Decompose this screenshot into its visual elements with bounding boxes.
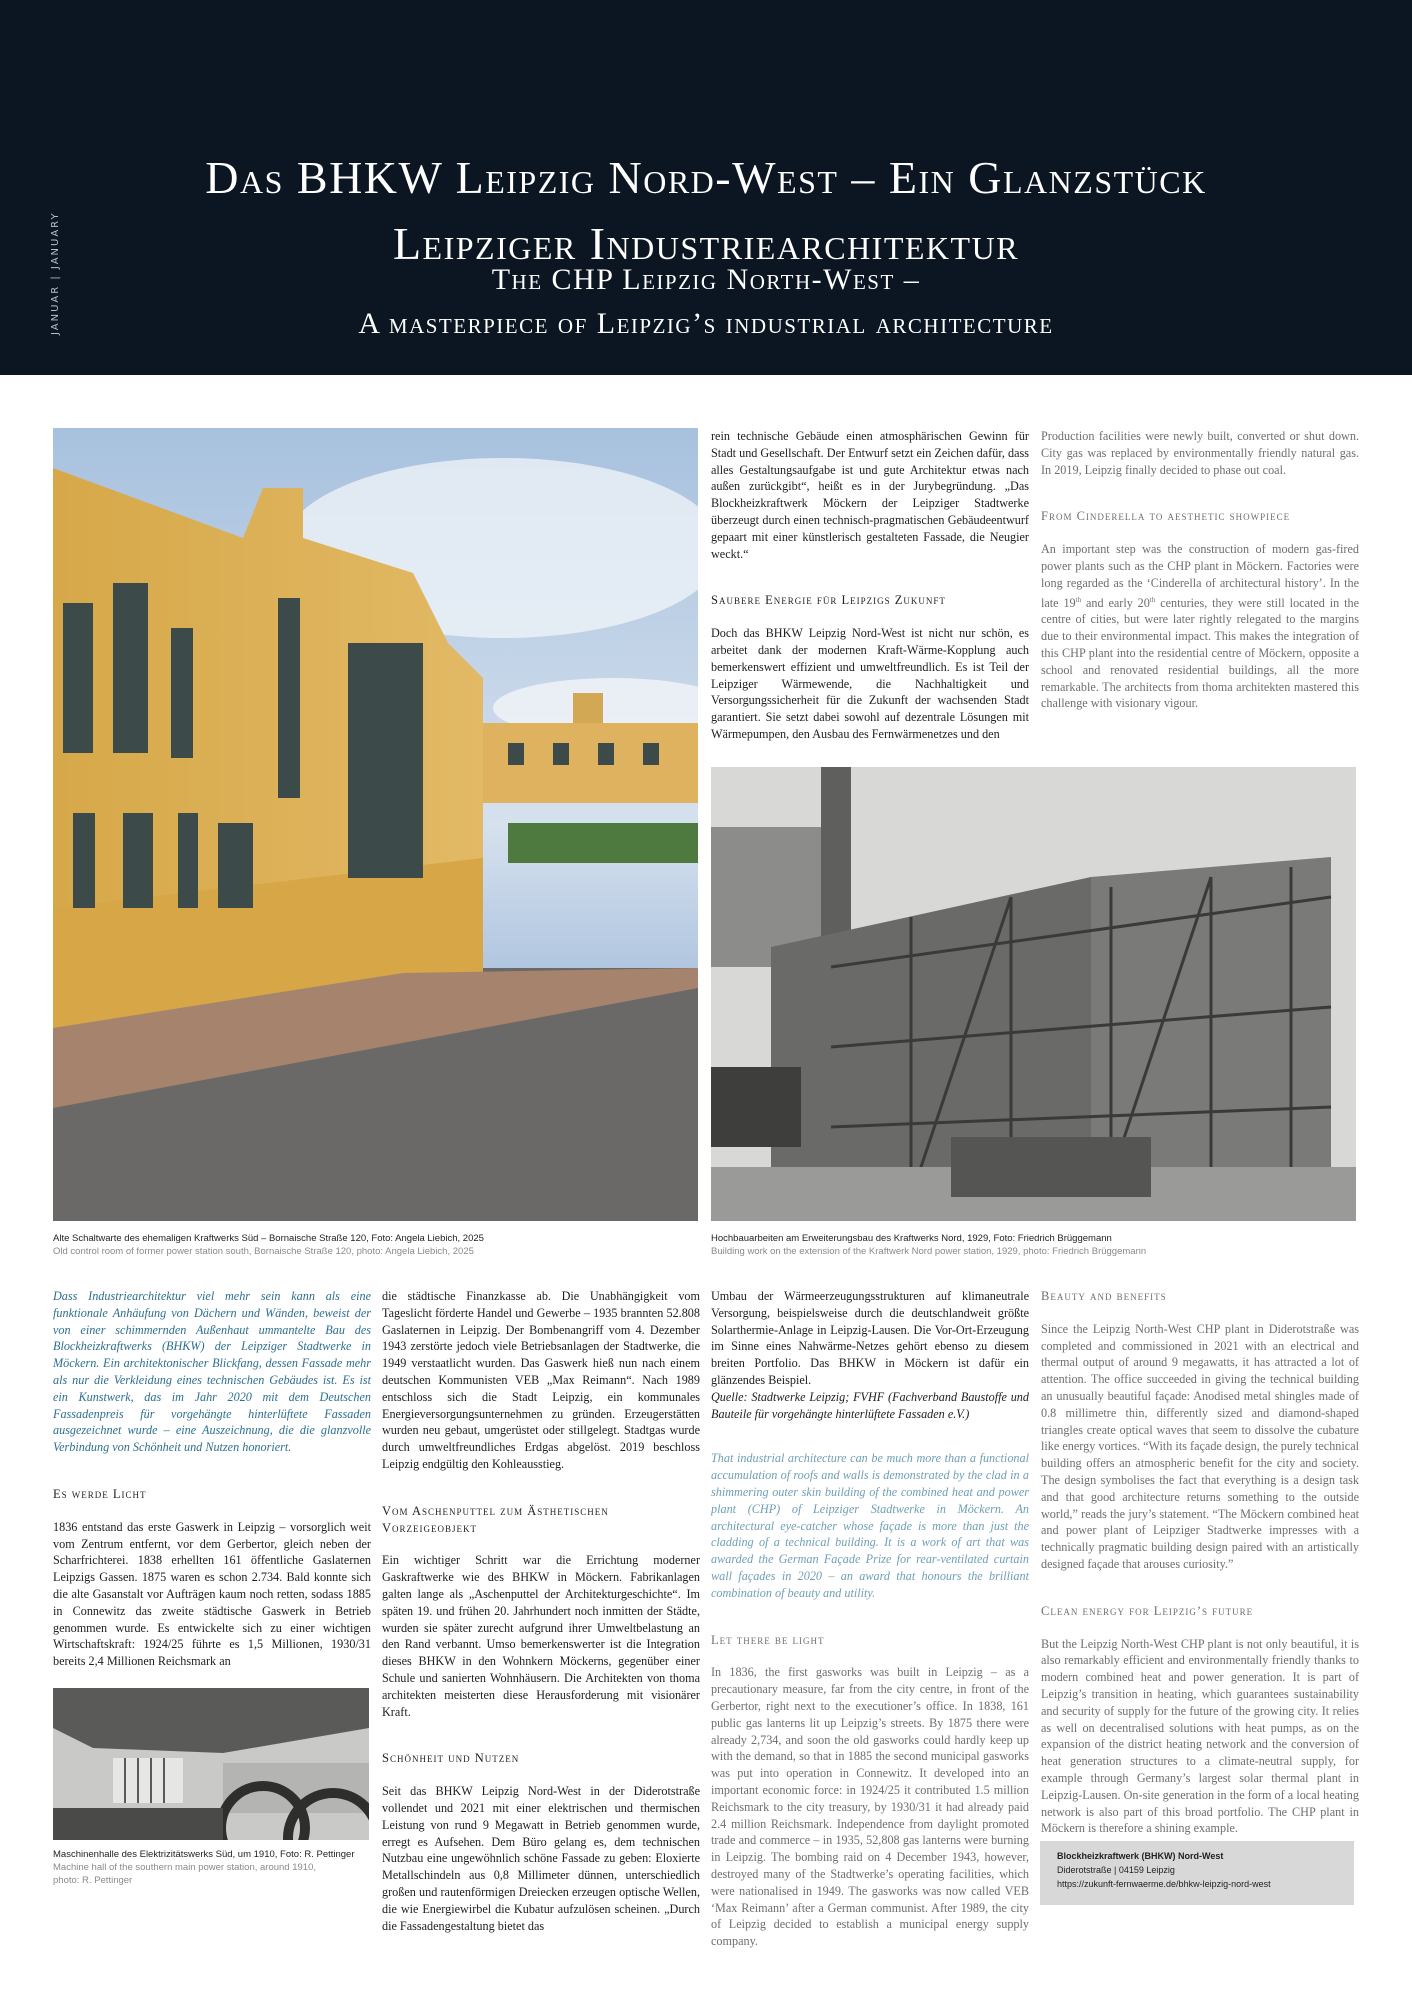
es-werde-licht-text: 1836 entstand das erste Gaswerk in Leipzig – vorsorglich weit vom Zentrum entfernt, vor dem Gerbertor, gleich neben der Scharfrichterei. 1838 erhellten 161 öffentliche Gaslaternen Leipzigs Gassen. 1875 waren es schon 2.734. Bald konnte sich die alte Gasanstalt vor Aufträgen kaum noch retten, sodass 1885 in Connewitz das zweite städtische Gaswerk in Betrieb genommen wurde. Es entwickelte sich zu einer wichtigen Wirtschaftskraft: 1924/25 führte es 1,5 Millionen, 1930/31 bereits 2,4 Millionen Reichsmark an (53, 1519, 371, 1669)
history-de-continued: die städtische Finanzkasse ab. Die Unabhängigkeit vom Tageslicht förderte Handel und Gewerbe – 1935 brannten 52.808 Gaslaternen in Leipzig. Der Bombenangriff vom 4. Dezember 1943 zerstörte jedoch viele Betriebsanlagen der Stadtwerke, die 1949 verstaatlicht wurden. Das Gaswerk hieß nun nach einem deutschen Kommunisten VEB „Max Reimann“. Nach 1989 entschloss sich die Stadt Leipzig, ein kommunales Energieversorgungsunternehmen zu gründen. Erzeugerstätten wurden neu gebaut, umgerüstet oder stillgelegt. Stadtgas wurde durch umweltfreundliches Erdgas abgelöst. 2019 beschloss Leipzig endgültig den Kohleausstieg. (382, 1289, 700, 1471)
month-label: JANUAR | JANUARY (50, 211, 61, 335)
clean-energy-de-text: Doch das BHKW Leipzig Nord-West ist nicht nur schön, es arbeitet dank der modernen Kraft-Wärme-Kopplung auch bemerkenswert effizient und umweltfreundlich. Es ist Teil der Leipziger Wärmewende, die Nachhaltigkeit und Versorgungssicherheit für die Zukunft der wachsenden Stadt garantiert. Sie setzt dabei sowohl auf dezentrale Lösungen mit Wärmepumpen, den Ausbau des Fernwärmenetzes und den (711, 626, 1029, 741)
clean-energy-en-text: But the Leipzig North-West CHP plant is not only beautiful, it is also remarkably efficient and environmentally friendly thanks to modern combined heat and power generation. It is part of Leipzig’s transition in heating, which guarantees sustainability and security of supply for the future of the growing city. It relies as well on decentralised solutions with heat pumps, as on the expansion of the district heating network and the conversion of heat generation structures to a climate-neutral supply, for example through Germany’s largest solar thermal plant in Leipzig-Lausen. On-site generation in the form of a local heating network is also part of this broad portfolio. The CHP plant in Möckern is therefore a shining example. (1041, 1636, 1359, 1836)
beauty-en-text: Since the Leipzig North-West CHP plant in Diderotstraße was completed and commissioned in 2021 with an electrical and thermal output of around 9 megawatts, it has attracted a lot of attention. The office succeeded in giving the technical building an unusually beautiful façade: Anodised metal shingles made of 0.8 millimetre thin, differently sized and diamond-shaped triangles create optical waves that seem to dissolve the cubature like energy vortices. “With its façade design, the purely technical building offers an atmospheric benefit for the city and society. The design symbolises the fact that everything is a design task and that good architecture returns something to the outside world,” reads the jury’s statement. “The Möckern combined heat and power plant of Leipziger Stadtwerke impresses with a technically pragmatic building design paired with an artistically designed façade that arouses curiosity.” (1041, 1321, 1359, 1571)
machine-hall-caption-en-line-1: Machine hall of the southern main power station, around 1910, (53, 1862, 316, 1873)
top-german-column (711, 428, 1029, 743)
jury-quote-de-continued: rein technische Gebäude einen atmosphärischen Gewinn für Stadt und Gesellschaft. Der Entwurf setzt ein Zeichen dafür, dass alles Gestaltungsaufgabe ist und gute Architektur etwas nach außen zurückgibt“, heißt es in der Jurybegründung. „Das Blockheizkraftwerk Möckern der Leipziger Stadtwerke überzeugt durch einen technisch-pragmatischen Gebäudeentwurf gepaart mit einer künstlerisch gestalteten Fassade, die Neugier weckt.“ (711, 429, 1029, 561)
heading-beauty-and-benefits: Beauty and benefits (1041, 1289, 1167, 1303)
machine-hall-caption-de: Maschinenhalle des Elektrizitätswerks Süd, um 1910, Foto: R. Pettinger (53, 1849, 355, 1860)
building-photo-icon (53, 428, 698, 1221)
cinderella-text-part-2: and early 20 (1081, 595, 1150, 610)
info-box-url[interactable]: https://zukunft-fernwaerme.de/bhkw-leipzig-nord-west (1057, 1879, 1271, 1889)
superscript-th: th (1075, 595, 1082, 604)
heading-aschenputtel-line-1: Vom Aschenputtel zum Ästhetischen (382, 1503, 609, 1518)
intro-english: That industrial architecture can be much more than a functional accumulation of roofs and walls is demonstrated by the clad in a shimmering outer skin building of the combined heat and power plant (CHP) of Leipziger Stadtwerke in Möckern. An architectural eye-catcher whose façade is more than just the cladding of a technical building. It is a work of art that was awarded the German Façade Prize for rear-ventilated curtain wall façades in 2020 – an award that honours the brilliant combination of beauty and utility. (711, 1451, 1029, 1600)
info-box (1040, 1841, 1354, 1905)
heading-aschenputtel (382, 1503, 700, 1537)
building-photo-caption (53, 1232, 693, 1258)
intro-german: Dass Industriearchitektur viel mehr sein kann als eine funktionale Anhäufung von Dächern und Wänden, beweist der von einer schimmernden Außenhaut ummantelte Bau des Blockheizkraftwerks (BHKW) der Leipziger Stadtwerke in Möckern. Ein architektonischer Blickfang, dessen Fassade mehr als nur die Verkleidung eines technischen Gebäudes ist. Es ist ein Kunstwerk, das im Jahr 2020 mit dem Deutschen Fassadenpreis für vorgehängte hinterlüftete Fassaden ausgezeichnet wurde – eine Auszeichnung, die die glanzvolle Verbindung von Schönheit und Nutzen honoriert. (53, 1289, 371, 1455)
history-en-continued: Production facilities were newly built, converted or shut down. City gas was replaced by environmentally friendly natural gas. In 2019, Leipzig finally decided to phase out coal. (1041, 429, 1359, 477)
construction-caption-en: Building work on the extension of the Kraftwerk Nord power station, 1929, photo: Friedrich Brüggemann (711, 1246, 1147, 1257)
machine-hall-photo-caption (53, 1848, 373, 1887)
machine-hall-photo (53, 1688, 369, 1840)
bottom-column-2 (382, 1288, 700, 1934)
bottom-column-1 (53, 1288, 371, 1670)
heading-cinderella-en: From Cinderella to aesthetic showpiece (1041, 509, 1291, 524)
let-there-be-light-text: In 1836, the first gasworks was built in Leipzig – as a precautionary measure, far from the city centre, in front of the Gerbertor, right next to the executioner’s office. In 1838, 161 public gas lanterns lit up Leipzig’s streets. By 1875 there were already 2,734, and soon the old gasworks could hardly keep up with the demand, so that in 1885 the second municipal gasworks was put into operation in Connewitz. It developed into an important economic force: in 1924/25 it contributed 1.5 million Reichsmark to the city treasury, by 1930/31 it had already paid 2.4 million Reichsmark. Independence from daylight promoted trade and commerce – in 1935, 52,808 gas lanterns were burning in Leipzig. The bombing raid on 4 December 1943, however, destroyed many of the Stadtwerke’s operating facilities, which were nationalised in 1949. The gasworks was now called VEB ‘Max Reimann’ after a German communist. After 1989, the city of Leipzig decided to establish a municipal energy supply company. (711, 1665, 1029, 1949)
title-banner (0, 0, 1412, 375)
schoenheit-text: Seit das BHKW Leipzig Nord-West in der Diderotstraße vollendet und 2021 mit einer elektrischen und thermischen Leistung von rund 9 Megawatt in Betrieb genommen wurde, erregt es Aufsehen. Dem Büro gelang es, dem technischen Nutzbau eine ungewöhnlich schöne Fassade zu geben: Eloxierte Metallschindeln aus 0,8 Millimeter dünnen, unterschiedlich großen und rautenförmigen Dreiecken erzeugen optische Wellen, die wie Energiewirbel die Kubatur aufzulösen scheinen. „Durch die Fassadengestaltung bietet das (382, 1784, 700, 1933)
info-box-address: Diderotstraße | 04159 Leipzig (1057, 1865, 1175, 1875)
bottom-column-3 (711, 1288, 1029, 1950)
heading-aschenputtel-line-2: Vorzeigeobjekt (382, 1520, 478, 1535)
construction-photo-icon (711, 767, 1356, 1221)
heading-es-werde-licht: Es werde Licht (53, 1486, 147, 1501)
machine-hall-caption-en-line-2: photo: R. Pettinger (53, 1875, 133, 1886)
construction-photo-caption (711, 1232, 1356, 1258)
cinderella-text-part-3: centuries, they were still located in the centre of cities, but were later rightly relegated to the margins due to their environmental impact. This makes the integration of this CHP plant into the residential centre of Möckern, opposite a school and renovated residential buildings, all the more remarkable. The architects from thoma architekten mastered this challenge with visionary vigour. (1041, 595, 1359, 711)
title-de-line-1: Das BHKW Leipzig Nord-West – Ein Glanzstück (205, 152, 1207, 203)
building-caption-en: Old control room of former power station south, Bornaische Straße 120, photo: Angela Liebich, 2025 (53, 1246, 474, 1257)
heading-clean-energy-en: Clean energy for Leipzig’s future (1041, 1603, 1254, 1618)
bottom-column-4 (1041, 1288, 1359, 1837)
page-title-english (0, 258, 1412, 346)
source-note: Quelle: Stadtwerke Leipzig; FVHF (Fachverband Baustoffe und Bauteile für vorgehängte hinterlüftete Fassaden e.V.) (711, 1389, 1029, 1421)
building-photo (53, 428, 698, 1221)
info-box-name: Blockheizkraftwerk (BHKW) Nord-West (1057, 1851, 1224, 1861)
heading-let-there-be-light: Let there be light (711, 1632, 825, 1647)
machine-hall-photo-icon (53, 1688, 369, 1840)
heading-schoenheit-und-nutzen: Schönheit und Nutzen (382, 1751, 520, 1766)
title-en-line-2: A masterpiece of Leipzig’s industrial architecture (358, 307, 1054, 340)
cinderella-en-text (1041, 541, 1359, 712)
heading-clean-energy-de: Saubere Energie für Leipzigs Zukunft (711, 593, 946, 608)
superscript-th: th (1149, 595, 1156, 604)
aschenputtel-text: Ein wichtiger Schritt war die Errichtung moderner Gaskraftwerke wie des BHKW in Möckern. Fabrikanlagen galten lange als „Aschenputtel der Architekturgeschichte“. Im späten 19. und frühen 20. Jahrhundert noch inmitten der Städte, wurden sie später zurecht aufgrund ihrer Umweltbelastung an den Rand verbannt. Umso bemerkenswerter ist die Integration dieses BHKW in den Wohnkern Möckerns, gegenüber einer Schule und sanierten Wohnhäusern. Die Architekten von thoma architekten meisterten diese Herausforderung mit visionärer Kraft. (382, 1553, 700, 1719)
building-caption-de: Alte Schaltwarte des ehemaligen Kraftwerks Süd – Bornaische Straße 120, Foto: Angela Liebich, 2025 (53, 1233, 484, 1244)
title-en-line-1: The CHP Leipzig North-West – (491, 263, 921, 296)
construction-caption-de: Hochbauarbeiten am Erweiterungsbau des Kraftwerks Nord, 1929, Foto: Friedrich Brüggemann (711, 1233, 1112, 1244)
clean-energy-de-continued: Umbau der Wärmeerzeugungsstrukturen auf klimaneutrale Versorgung, beispielsweise durch die deutschlandweit größte Solarthermie-Anlage in Leipzig-Lausen. Die Vor-Ort-Erzeugung im Sinne eines Nahwärme-Netzes gehört ebenso zu diesem breiten Portfolio. Das BHKW in Möckern ist dafür ein glänzendes Beispiel. (711, 1289, 1029, 1387)
top-english-column (1041, 428, 1359, 712)
cinderella-text-part-1: An important step was the construction of modern gas-fired power plants such as the CHP plant in Möckern. Factories were long regarded as the ‘Cinderella of architectural history’. In the late 19 (1041, 542, 1359, 610)
construction-photo (711, 767, 1356, 1221)
title-de-line-2: Leipziger Industriearchitektur (392, 218, 1020, 269)
